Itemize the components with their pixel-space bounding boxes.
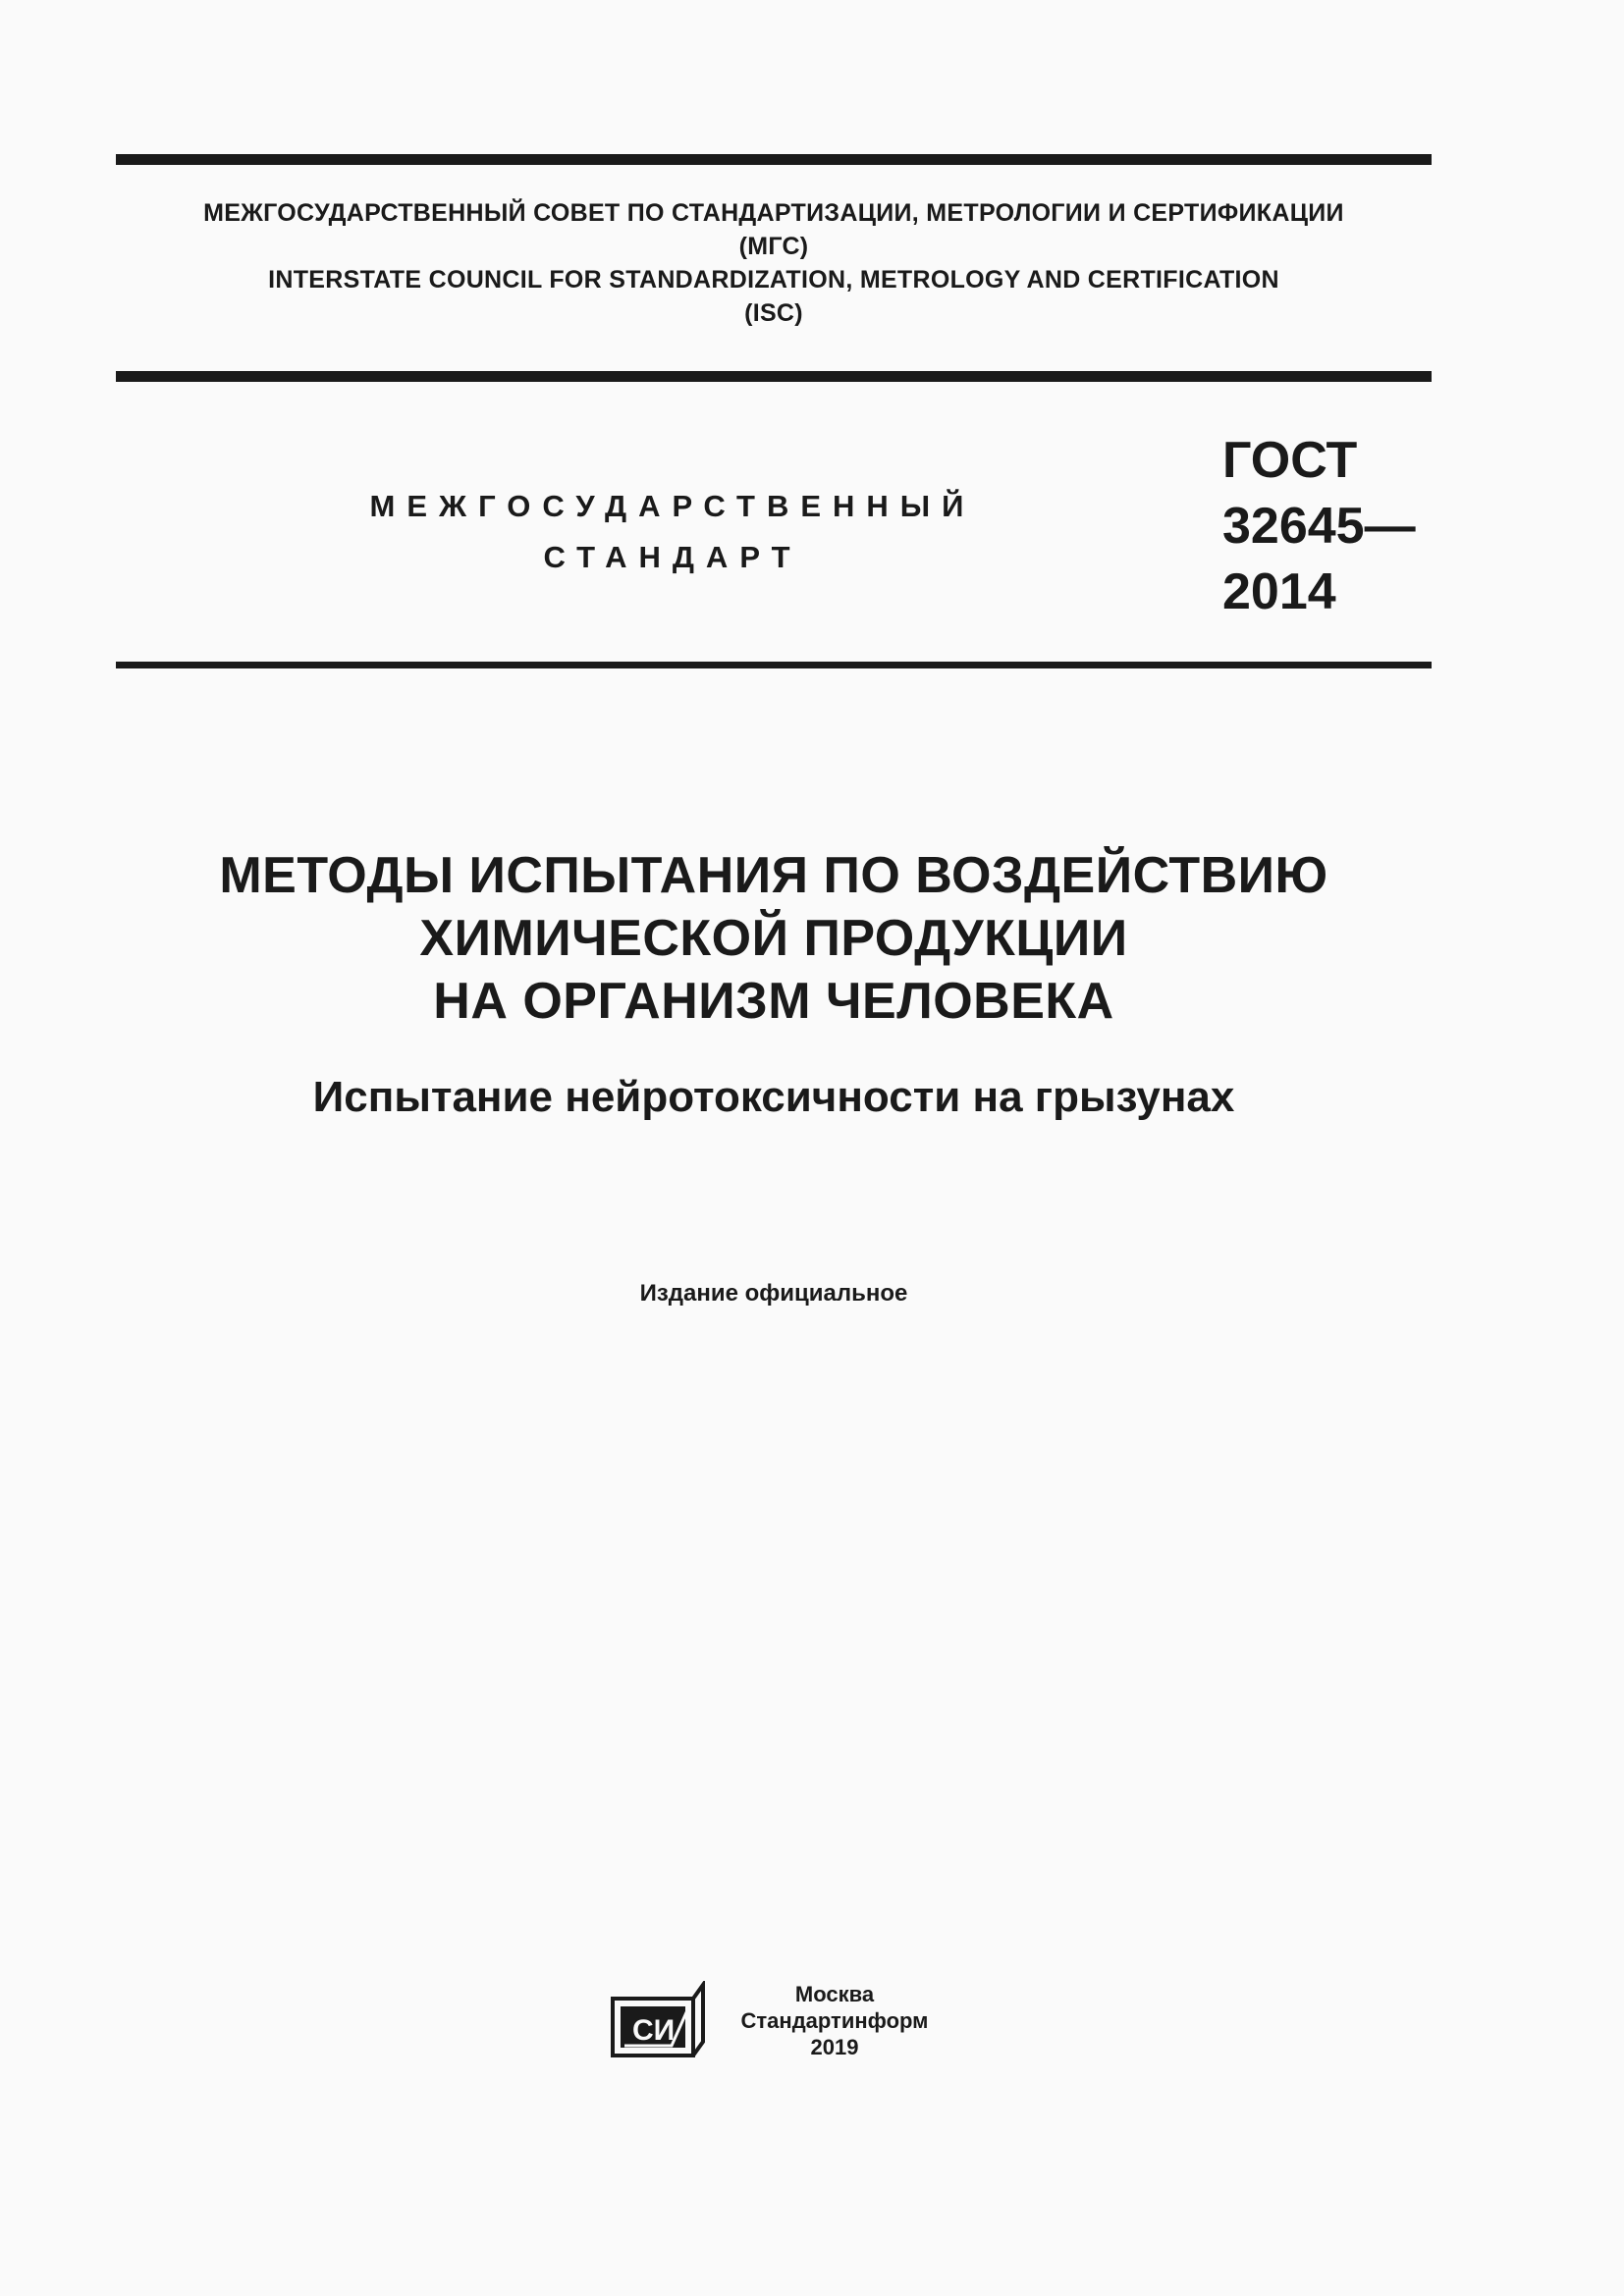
logo-text: СИ xyxy=(632,2014,676,2047)
council-header xyxy=(116,196,1432,330)
title-line1: МЕТОДЫ ИСПЫТАНИЯ ПО ВОЗДЕЙСТВИЮ xyxy=(219,847,1328,904)
publisher-imprint xyxy=(717,1981,952,2060)
edition-note: Издание официальное xyxy=(639,1280,908,1307)
title-line2: ХИМИЧЕСКОЙ ПРОДУКЦИИ xyxy=(419,910,1128,967)
document-subtitle: Испытание нейротоксичности на грызунах xyxy=(312,1073,1235,1121)
imprint-city: Москва xyxy=(794,1982,875,2006)
gost-number: 32645— xyxy=(1222,498,1416,555)
gost-prefix: ГОСТ xyxy=(1222,432,1358,489)
middle-rule xyxy=(116,371,1432,382)
title-line3: НА ОРГАНИЗМ ЧЕЛОВЕКА xyxy=(433,973,1114,1030)
council-abbr-en: (ISC) xyxy=(744,299,803,327)
bottom-rule xyxy=(116,662,1432,668)
standard-type-line2: СТАНДАРТ xyxy=(543,540,802,574)
gost-designation xyxy=(1222,428,1416,625)
document-title xyxy=(116,844,1432,1033)
standard-type-line1: МЕЖГОСУДАРСТВЕННЫЙ xyxy=(369,489,976,523)
standartinform-logo-icon xyxy=(611,1981,705,2057)
council-name-en: INTERSTATE COUNCIL FOR STANDARDIZATION, METROLOGY AND CERTIFICATION xyxy=(268,266,1279,294)
council-name-ru: МЕЖГОСУДАРСТВЕННЫЙ СОВЕТ ПО СТАНДАРТИЗАЦИИ, МЕТРОЛОГИИ И СЕРТИФИКАЦИИ xyxy=(203,199,1344,227)
top-rule xyxy=(116,154,1432,165)
gost-year: 2014 xyxy=(1222,563,1336,620)
imprint-year: 2019 xyxy=(810,2035,859,2059)
standard-type-label xyxy=(295,481,1051,583)
imprint-publisher: Стандартинформ xyxy=(740,2008,929,2033)
council-abbr-ru: (МГС) xyxy=(738,233,809,260)
